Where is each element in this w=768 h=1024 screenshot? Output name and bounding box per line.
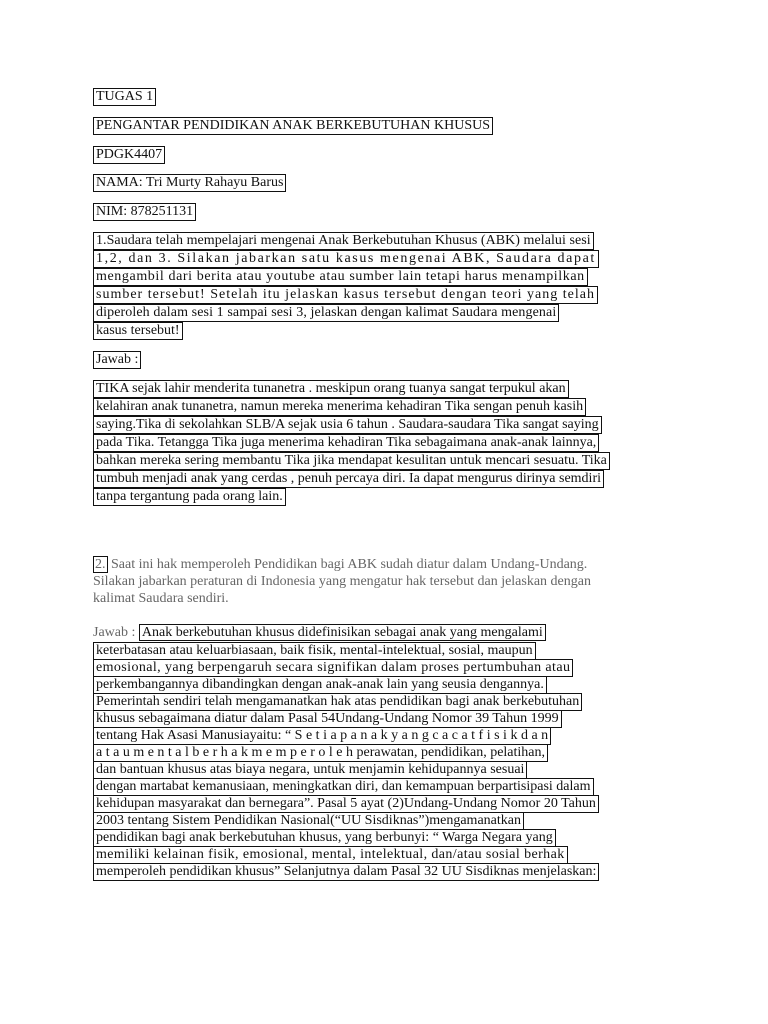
- question-2-line-3: kalimat Saudara sendiri.: [93, 591, 229, 606]
- answer-line: tanpa tergantung pada orang lain.: [93, 488, 286, 506]
- answer-line: kelahiran anak tunanetra, namun mereka menerima kehadiran Tika sengan penuh kasih: [93, 398, 586, 416]
- answer-line: dengan martabat kemanusiaan, meningkatkan diri, dan kemampuan berpartisipasi dalam: [93, 778, 594, 796]
- question-2-number: 2.: [95, 557, 106, 572]
- answer-line: pada Tika. Tetangga Tika juga menerima kehadiran Tika sebagaimana anak-anak lainnya,: [93, 434, 599, 452]
- answer-line: pendidikan bagi anak berkebutuhan khusus, yang berbunyi: “ Warga Negara yang: [93, 829, 556, 847]
- answer-line: memperoleh pendidikan khusus” Selanjutnya dalam Pasal 32 UU Sisdiknas menjelaskan:: [93, 863, 599, 881]
- answer-line: keterbatasan atau keluarbiasaan, baik fisik, mental-intelektual, sosial, maupun: [93, 642, 536, 660]
- question-1-answer-label: Jawab :: [93, 351, 141, 369]
- answer-line: emosional, yang berpengaruh secara signifikan dalam proses pertumbuhan atau: [93, 659, 573, 677]
- answer-line: perkembangannya dibandingkan dengan anak-anak lain yang seusia dengannya.: [93, 676, 547, 694]
- answer-line: TIKA sejak lahir menderita tunanetra . meskipun orang tuanya sangat terpukul akan: [93, 380, 569, 398]
- question-1-line: sumber tersebut! Setelah itu jelaskan kasus tersebut dengan teori yang telah: [93, 286, 598, 304]
- answer-line: khusus sebagaimana diatur dalam Pasal 54Undang-Undang Nomor 39 Tahun 1999: [93, 710, 562, 728]
- answer-line: dan bantuan khusus atas biaya negara, untuk menjamin kehidupannya sesuai: [93, 761, 527, 779]
- question-1-line: 1.Saudara telah mempelajari mengenai Anak Berkebutuhan Khusus (ABK) melalui sesi: [93, 232, 594, 250]
- answer-line: saying.Tika di sekolahkan SLB/A sejak usia 6 tahun . Saudara-saudara Tika sangat saying: [93, 416, 602, 434]
- assignment-title: TUGAS 1: [93, 88, 156, 106]
- course-title: PENGANTAR PENDIDIKAN ANAK BERKEBUTUHAN KHUSUS: [93, 117, 493, 135]
- student-name: NAMA: Tri Murty Rahayu Barus: [93, 174, 286, 192]
- question-2-answer-first: Jawab : Anak berkebutuhan khusus didefinisikan sebagai anak yang mengalami: [93, 624, 546, 641]
- answer-line: Pemerintah sendiri telah mengamanatkan hak atas pendidikan bagi anak berkebutuhan: [93, 693, 582, 711]
- student-nim: NIM: 878251131: [93, 203, 196, 221]
- answer-line: tumbuh menjadi anak yang cerdas , penuh percaya diri. Ia dapat mengurus dirinya semdiri: [93, 470, 604, 488]
- answer-line: memiliki kelainan fisik, emosional, mental, intelektual, dan/atau sosial berhak: [93, 846, 568, 864]
- question-2-answer-label: Jawab :: [93, 625, 139, 640]
- question-1-line: 1,2, dan 3. Silakan jabarkan satu kasus mengenai ABK, Saudara dapat: [93, 250, 599, 268]
- question-1-line: diperoleh dalam sesi 1 sampai sesi 3, jelaskan dengan kalimat Saudara mengenai: [93, 304, 559, 322]
- answer-line: bahkan mereka sering membantu Tika jika mendapat kesulitan untuk mencari sesuatu. Tika: [93, 452, 610, 470]
- question-1-line: kasus tersebut!: [93, 322, 183, 340]
- course-code: PDGK4407: [93, 146, 165, 164]
- answer-line: kehidupan masyarakat dan bernegara”. Pasal 5 ayat (2)Undang-Undang Nomor 20 Tahun: [93, 795, 599, 813]
- question-2-line-2: Silakan jabarkan peraturan di Indonesia yang mengatur hak tersebut dan jelaskan dengan: [93, 574, 591, 589]
- answer-line: tentang Hak Asasi Manusiayaitu: “ S e t i a p a n a k y a n g c a c a t f i s i k d a n: [93, 727, 551, 745]
- answer-line: a t a u m e n t a l b e r h a k m e m p e r o l e h perawatan, pendidikan, pelatihan,: [93, 744, 548, 762]
- question-1-line: mengambil dari berita atau youtube atau sumber lain tetapi harus menampilkan: [93, 268, 588, 286]
- answer-line: 2003 tentang Sistem Pendidikan Nasional(“UU Sisdiknas”)mengamanatkan: [93, 812, 524, 830]
- question-2-line-1: 2. Saat ini hak memperoleh Pendidikan bagi ABK sudah diatur dalam Undang-Undang.: [95, 557, 588, 572]
